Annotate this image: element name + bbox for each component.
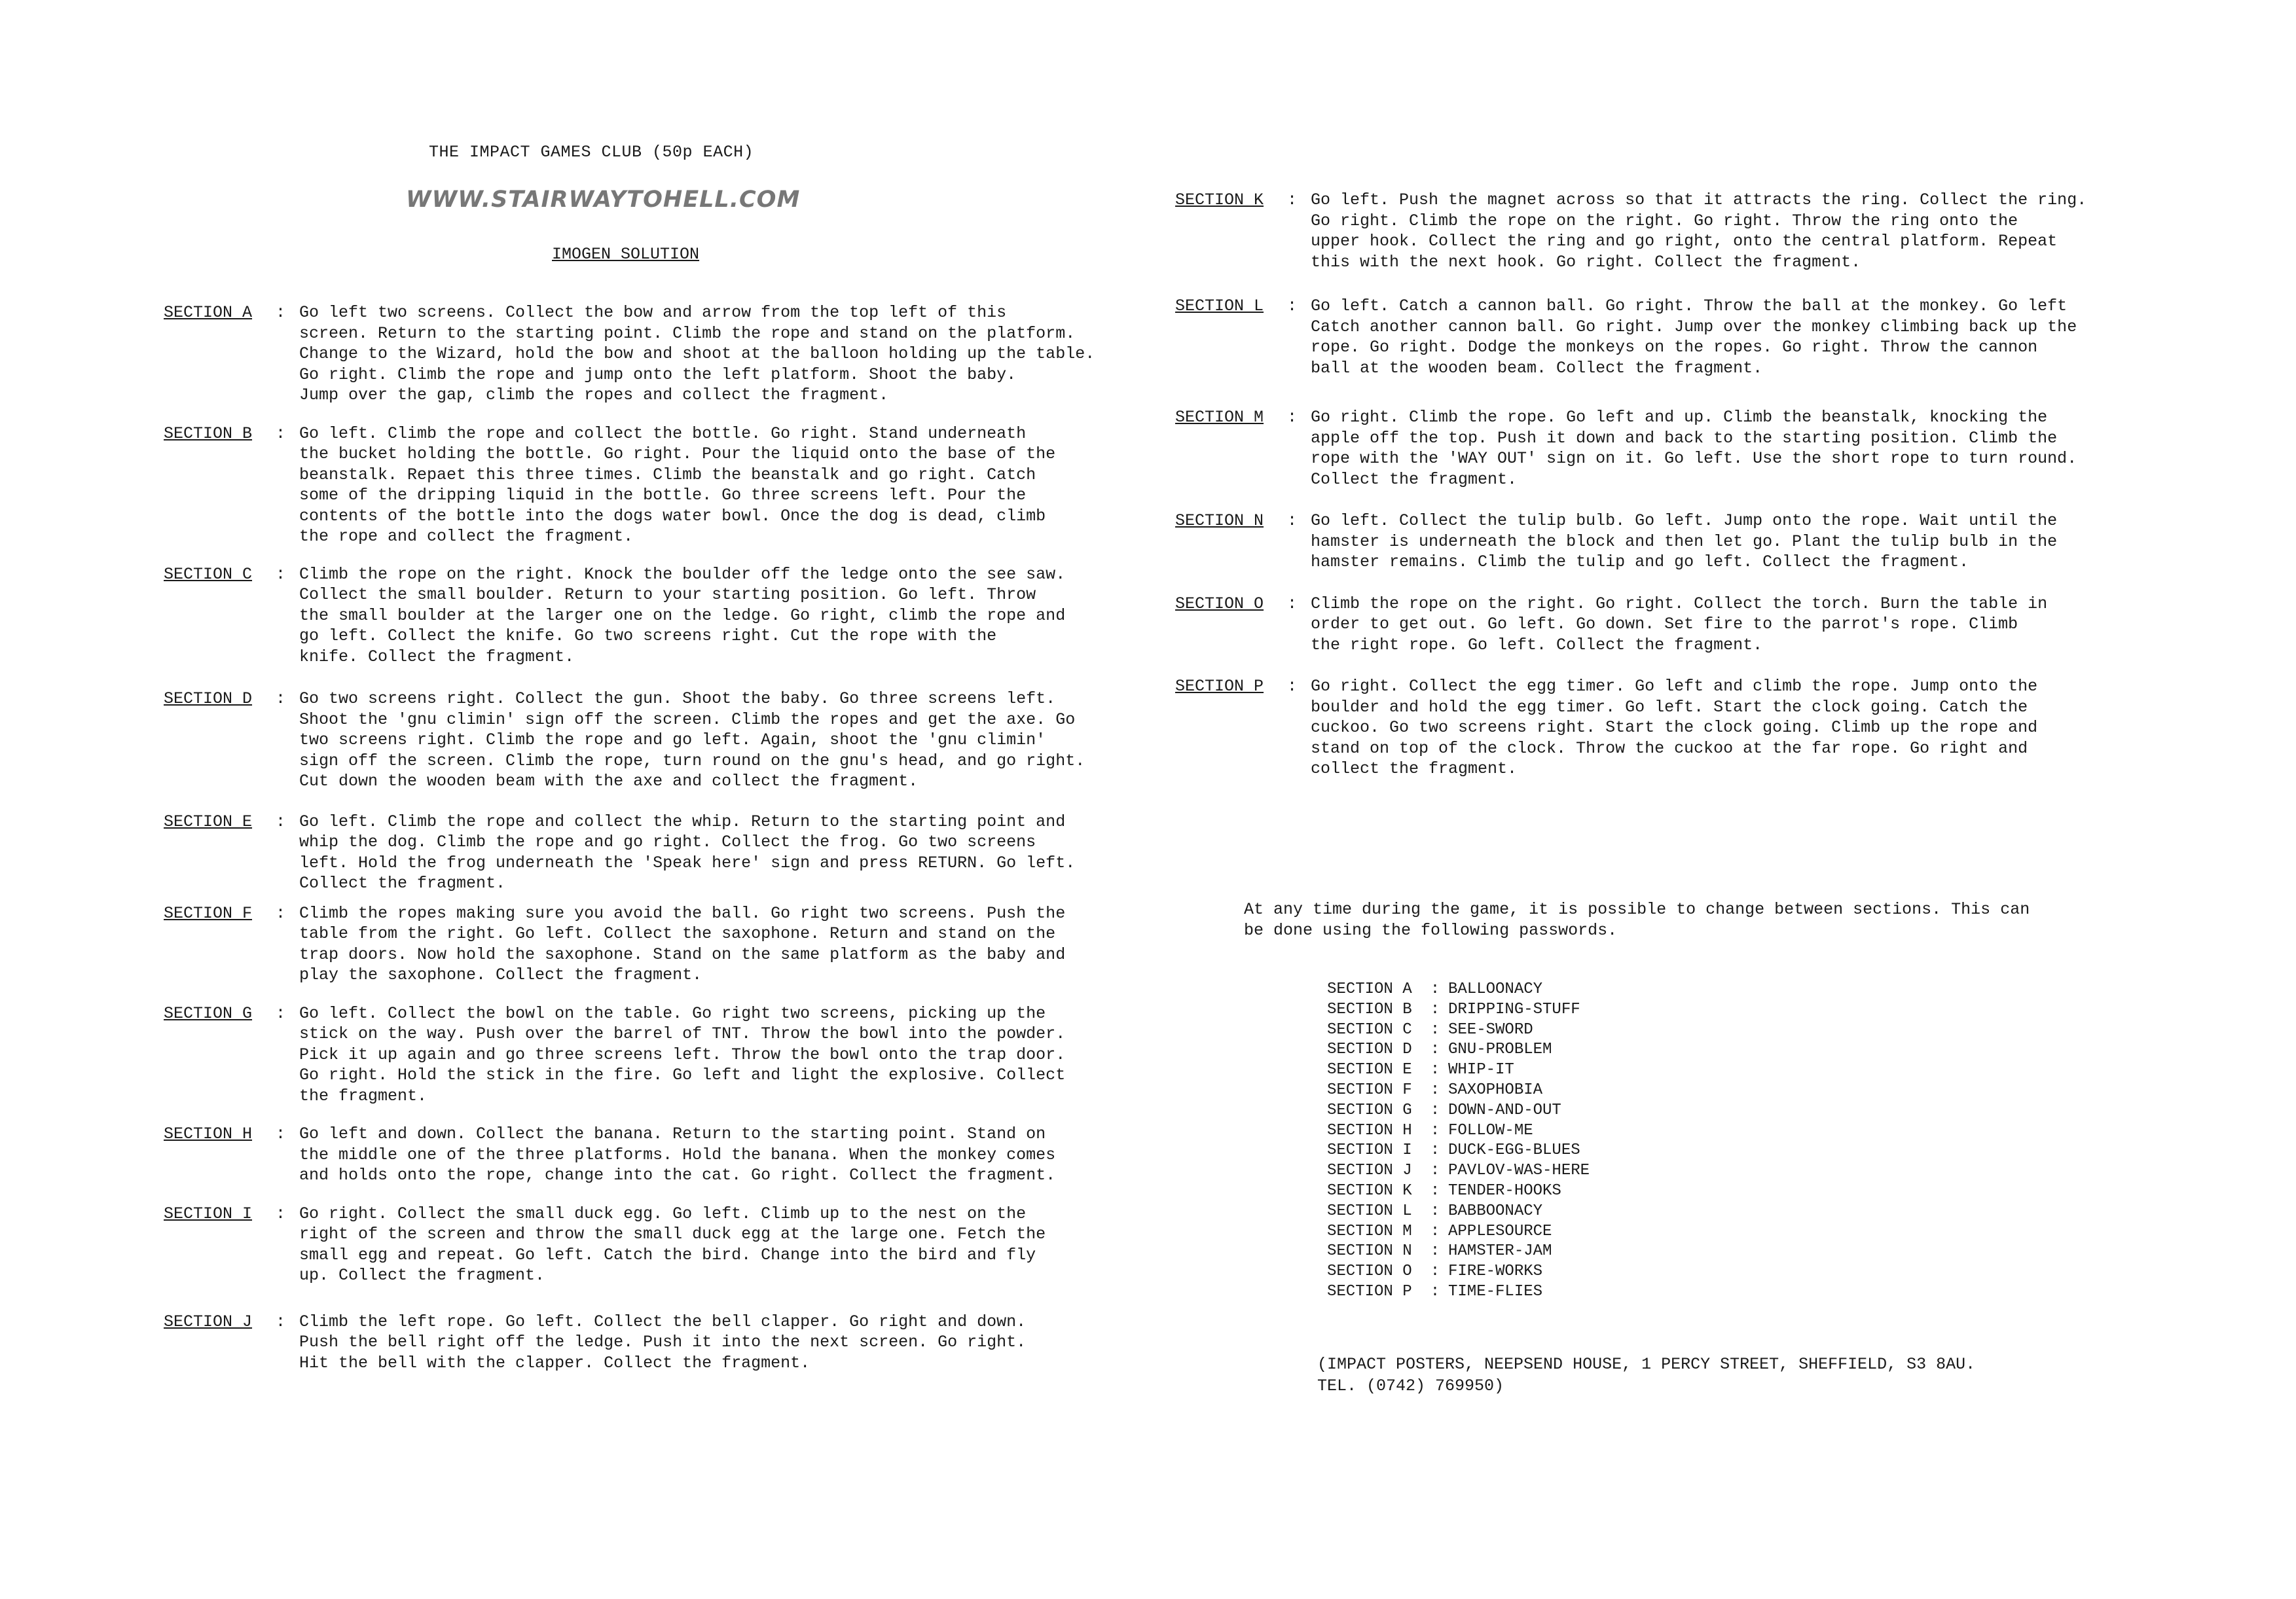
password-section: SECTION N (1327, 1242, 1412, 1261)
section-h (164, 1124, 1146, 1186)
password-row (1327, 980, 1590, 1000)
password-section: SECTION C (1327, 1020, 1412, 1039)
password-row (1327, 1101, 1590, 1121)
section-p (1175, 676, 2157, 780)
section-colon: : (275, 689, 285, 708)
password-colon: : (1430, 1121, 1440, 1140)
section-label: SECTION I (164, 1204, 253, 1223)
section-colon: : (275, 903, 285, 923)
password-section: SECTION E (1327, 1061, 1412, 1079)
password-row (1327, 1121, 1590, 1141)
password-value: FOLLOW-ME (1448, 1121, 1533, 1140)
section-text: Climb the ropes making sure you avoid the ball. Go right two screens. Push the table from the right. Go left. Collect the saxophone. Return and stand on the trap doors. Now hold the saxophone. Stand on the same platform as the baby and play the saxophone. Collect the fragment. (299, 903, 1066, 984)
section-l (1175, 296, 2157, 378)
section-colon: : (275, 1003, 285, 1023)
section-text: Climb the rope on the right. Go right. Collect the torch. Burn the table in order to get out. Go left. Go down. Set fire to the parrot's rope. Climb the right rope. Go left. Collect the fragment. (1311, 594, 2048, 655)
section-text: Go left two screens. Collect the bow and arrow from the top left of this screen. Return to the starting point. Climb the rope and stand on the platform. Change to the Wizard, hold the bow and shoot at the balloon holding up the table. Go right. Climb the rope and jump onto the left platform. Shoot the baby. Jump over the gap, climb the ropes and collect the fragment. (299, 303, 1095, 404)
section-colon: : (1286, 190, 1297, 209)
section-a (164, 302, 1146, 406)
section-e (164, 812, 1146, 894)
section-text: Go right. Climb the rope. Go left and up. Climb the beanstalk, knocking the apple off the top. Push it down and back to the starting position. Climb the rope with the 'WAY OUT' sign on it. Go left. Use the short rope to turn round. Collect the fragment. (1311, 408, 2077, 489)
section-label: SECTION E (164, 812, 253, 831)
section-f (164, 903, 1146, 986)
section-label: SECTION K (1175, 190, 1264, 209)
password-section: SECTION K (1327, 1181, 1412, 1200)
section-g (164, 1003, 1146, 1107)
password-value: BABBOONACY (1448, 1202, 1543, 1220)
section-text: Go right. Collect the egg timer. Go left and climb the rope. Jump onto the boulder and hold the egg timer. Go left. Start the clock going. Catch the cuckoo. Go two screens right. Start the clock going. Climb up the rope and stand on top of the clock. Throw the cuckoo at the far rope. Go right and collect the fragment. (1311, 677, 2038, 778)
password-colon: : (1430, 1222, 1440, 1240)
section-colon: : (1286, 594, 1297, 613)
password-colon: : (1430, 1000, 1440, 1018)
password-colon: : (1430, 1081, 1440, 1099)
section-colon: : (1286, 511, 1297, 530)
password-colon: : (1430, 1162, 1440, 1180)
password-section: SECTION L (1327, 1202, 1412, 1220)
section-label: SECTION M (1175, 408, 1264, 427)
section-text: Climb the rope on the right. Knock the boulder off the ledge onto the see saw. Collect the small boulder. Return to your starting position. Go left. Throw the small boulder at the larger one on the ledge. Go right, climb the rope and go left. Collect the knife. Go two screens right. Cut the rope with the knife. Collect the fragment. (299, 564, 1066, 666)
password-row (1327, 1081, 1590, 1101)
password-row (1327, 1060, 1590, 1081)
section-colon: : (275, 1124, 285, 1143)
section-j (164, 1312, 1146, 1374)
password-section: SECTION I (1327, 1141, 1412, 1160)
section-text: Go left. Collect the bowl on the table. Go right two screens, picking up the stick on the way. Push over the barrel of TNT. Throw the bowl into the powder. Pick it up again and go three screens left. Throw the bowl onto the trap door. Go right. Hold the stick in the fire. Go left and light the explosive. Collect the fragment. (299, 1003, 1066, 1105)
password-row (1327, 1242, 1590, 1262)
section-text: Go left. Collect the tulip bulb. Go left. Jump onto the rope. Wait until the hamster is underneath the block and then let go. Plant the tulip bulb in the hamster remains. Climb the tulip and go left. Collect the fragment. (1311, 511, 2058, 571)
right-column-sections (1175, 190, 2157, 780)
section-o (1175, 594, 2157, 656)
password-row (1327, 1181, 1590, 1202)
section-c (164, 564, 1146, 668)
section-colon: : (275, 564, 285, 584)
password-colon: : (1430, 980, 1440, 998)
section-label: SECTION A (164, 303, 253, 322)
password-colon: : (1430, 1263, 1440, 1281)
section-label: SECTION P (1175, 677, 1264, 696)
password-colon: : (1430, 1061, 1440, 1079)
section-label: SECTION H (164, 1124, 253, 1143)
password-colon: : (1430, 1242, 1440, 1261)
password-value: APPLESOURCE (1448, 1222, 1552, 1240)
section-text: Go left. Push the magnet across so that it attracts the ring. Collect the ring. Go right. Climb the rope on the right. Go right. Throw the ring onto the upper hook. Collect the ring and go right, onto the central platform. Repeat this with the next hook. Go right. Collect the fragment. (1311, 190, 2087, 272)
password-row (1327, 1141, 1590, 1161)
password-value: WHIP-IT (1448, 1061, 1514, 1079)
section-text: Go left and down. Collect the banana. Return to the starting point. Stand on the middle one of the three platforms. Hold the banana. When the monkey comes and holds onto the rope, change into the cat. Go right. Collect the fragment. (299, 1124, 1056, 1185)
password-section: SECTION M (1327, 1222, 1412, 1240)
section-colon: : (275, 812, 285, 831)
section-text: Climb the left rope. Go left. Collect the bell clapper. Go right and down. Push the bell right off the ledge. Push it into the next screen. Go right. Hit the bell with the clapper. Collect the fragment. (299, 1312, 1027, 1373)
section-label: SECTION F (164, 903, 253, 923)
password-colon: : (1430, 1181, 1440, 1200)
password-value: DRIPPING-STUFF (1448, 1000, 1580, 1018)
password-row (1327, 1282, 1590, 1303)
section-text: Go left. Climb the rope and collect the whip. Return to the starting point and whip the dog. Climb the rope and go right. Collect the frog. Go two screens left. Hold the frog underneath the 'Speak here' sign and press RETURN. Go left. Collect the fragment. (299, 812, 1076, 893)
password-value: FIRE-WORKS (1448, 1263, 1543, 1281)
password-value: HAMSTER-JAM (1448, 1242, 1552, 1261)
club-title: THE IMPACT GAMES CLUB (50p EACH) (429, 143, 754, 162)
password-colon: : (1430, 1202, 1440, 1220)
section-text: Go two screens right. Collect the gun. Shoot the baby. Go three screens left. Shoot the 'gnu climin' sign off the screen. Climb the ropes and get the axe. Go two screens right. Climb the rope and go left. Again, shoot the 'gnu climin' sign off the screen. Climb the rope, turn round on the gnu's head, and go right. Cut down the wooden beam with the axe and collect the fragment. (299, 689, 1085, 791)
password-section: SECTION H (1327, 1121, 1412, 1140)
password-row (1327, 1161, 1590, 1181)
password-value: SAXOPHOBIA (1448, 1081, 1543, 1099)
section-label: SECTION L (1175, 296, 1264, 315)
section-colon: : (275, 303, 285, 322)
password-section: SECTION J (1327, 1162, 1412, 1180)
section-label: SECTION B (164, 423, 253, 443)
password-value: DOWN-AND-OUT (1448, 1101, 1561, 1119)
password-section: SECTION B (1327, 1000, 1412, 1018)
section-text: Go right. Collect the small duck egg. Go left. Climb up to the nest on the right of the screen and throw the small duck egg at the large one. Fetch the small egg and repeat. Go left. Catch the bird. Change into the bird and fly up. Collect the fragment. (299, 1204, 1046, 1285)
passwords-table (1327, 980, 1590, 1303)
password-section: SECTION O (1327, 1263, 1412, 1281)
section-colon: : (275, 1204, 285, 1223)
password-colon: : (1430, 1041, 1440, 1059)
password-value: BALLOONACY (1448, 980, 1543, 998)
password-section: SECTION P (1327, 1282, 1412, 1301)
password-section: SECTION D (1327, 1041, 1412, 1059)
password-colon: : (1430, 1141, 1440, 1160)
password-row (1327, 1202, 1590, 1222)
section-label: SECTION O (1175, 594, 1264, 613)
password-section: SECTION G (1327, 1101, 1412, 1119)
section-text: Go left. Catch a cannon ball. Go right. Throw the ball at the monkey. Go left Catch another cannon ball. Go right. Jump over the monkey climbing back up the rope. Go right. Dodge the monkeys on the ropes. Go right. Throw the cannon ball at the wooden beam. Collect the fragment. (1311, 296, 2077, 378)
password-value: TENDER-HOOKS (1448, 1181, 1561, 1200)
section-m (1175, 407, 2157, 490)
section-colon: : (275, 1312, 285, 1331)
left-column-sections (164, 302, 1146, 1373)
publisher-address: (IMPACT POSTERS, NEEPSEND HOUSE, 1 PERCY STREET, SHEFFIELD, S3 8AU. TEL. (0742) 769950) (1317, 1355, 1976, 1395)
section-n (1175, 511, 2157, 573)
password-row (1327, 1262, 1590, 1282)
password-section: SECTION A (1327, 980, 1412, 998)
section-label: SECTION C (164, 564, 253, 584)
password-row (1327, 1020, 1590, 1041)
section-label: SECTION J (164, 1312, 253, 1331)
section-text: Go left. Climb the rope and collect the bottle. Go right. Stand underneath the bucket holding the bottle. Go right. Pour the liquid onto the base of the beanstalk. Repaet this three times. Climb the beanstalk and go right. Catch some of the dripping liquid in the bottle. Go three screens left. Pour the contents of the bottle into the dogs water bowl. Once the dog is dead, climb the rope and collect the fragment. (299, 423, 1056, 546)
section-colon: : (1286, 296, 1297, 315)
password-colon: : (1430, 1282, 1440, 1301)
section-colon: : (1286, 677, 1297, 696)
password-row (1327, 1222, 1590, 1242)
password-value: TIME-FLIES (1448, 1282, 1543, 1301)
section-label: SECTION G (164, 1003, 253, 1023)
section-colon: : (1286, 408, 1297, 427)
password-value: DUCK-EGG-BLUES (1448, 1141, 1580, 1160)
password-colon: : (1430, 1101, 1440, 1119)
section-k (1175, 190, 2157, 272)
passwords-note: At any time during the game, it is possible to change between sections. This can be done using the following passwords. (1244, 900, 2030, 940)
section-i (164, 1204, 1146, 1286)
password-row (1327, 1040, 1590, 1060)
password-value: SEE-SWORD (1448, 1020, 1533, 1039)
website-watermark: WWW.STAIRWAYTOHELL.COM (406, 187, 801, 213)
document-title: IMOGEN SOLUTION (552, 245, 700, 264)
section-label: SECTION N (1175, 511, 1264, 530)
password-value: PAVLOV-WAS-HERE (1448, 1162, 1590, 1180)
password-value: GNU-PROBLEM (1448, 1041, 1552, 1059)
section-colon: : (275, 423, 285, 443)
section-label: SECTION D (164, 689, 253, 708)
section-b (164, 423, 1146, 547)
password-section: SECTION F (1327, 1081, 1412, 1099)
password-colon: : (1430, 1020, 1440, 1039)
section-d (164, 689, 1146, 792)
password-row (1327, 1000, 1590, 1020)
